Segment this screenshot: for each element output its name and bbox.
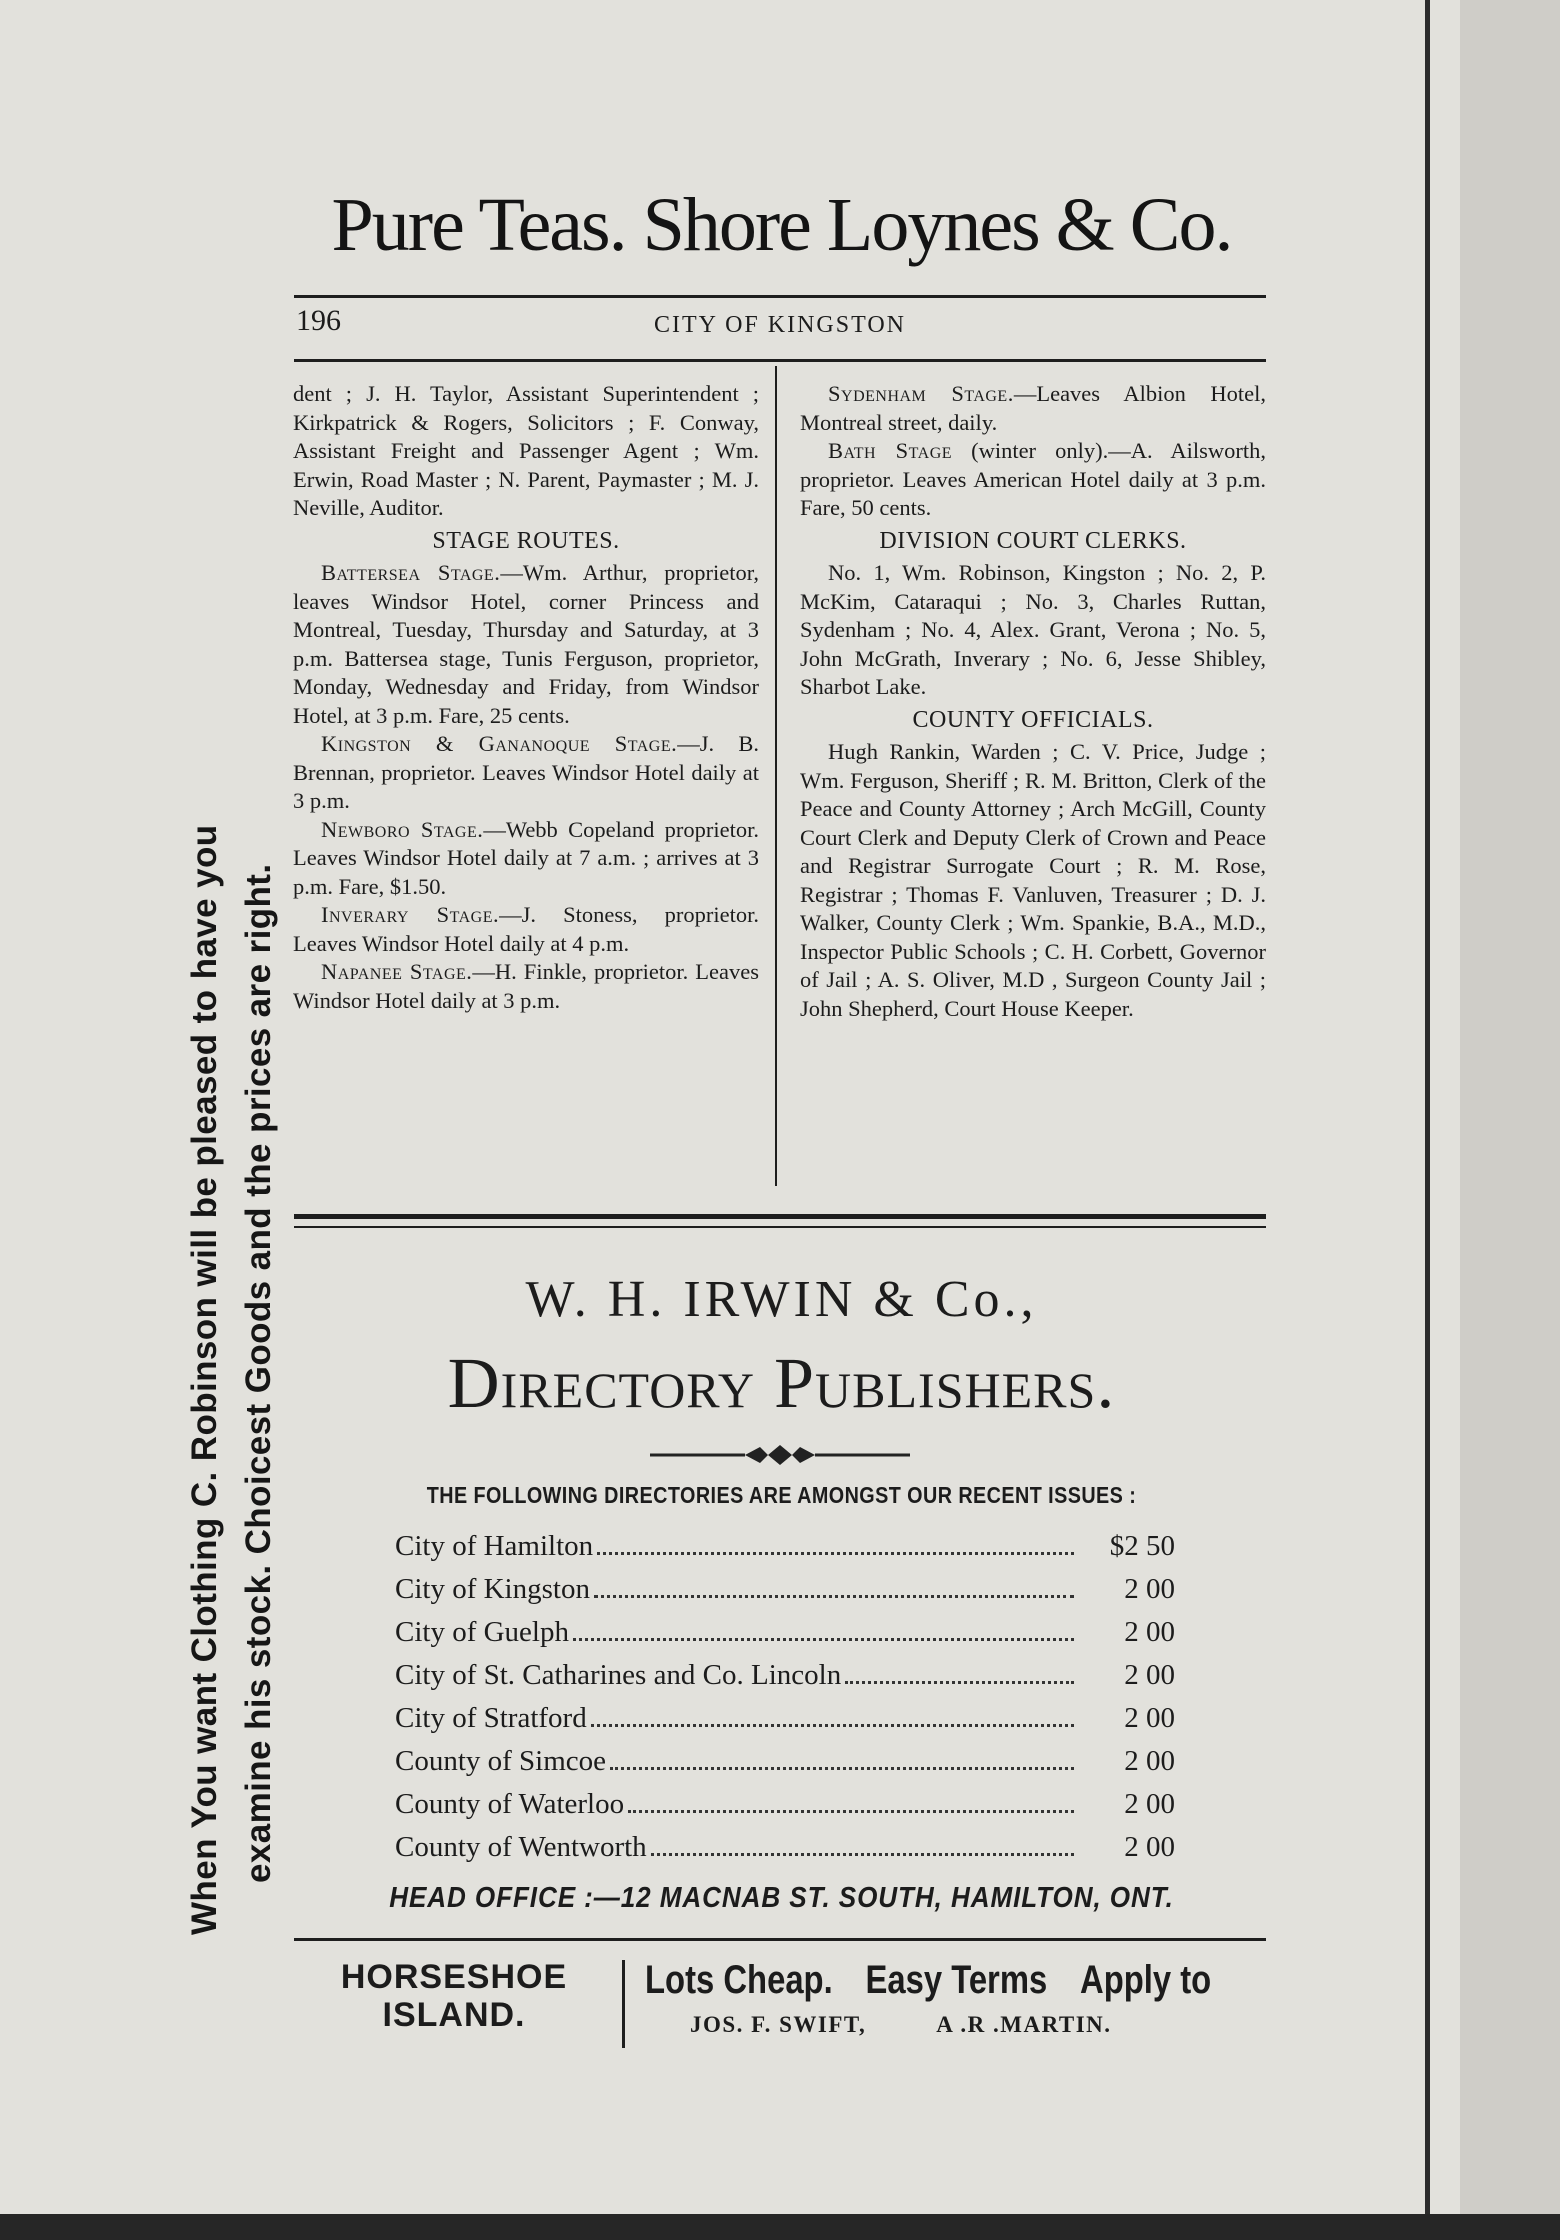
stage-entry (293, 901, 759, 958)
directory-price: 2 00 (1124, 1745, 1175, 1777)
directory-name: City of Stratford (395, 1702, 587, 1734)
agent-martin: A .R .MARTIN. (936, 2012, 1112, 2037)
county-officials-text: Hugh Rankin, Warden ; C. V. Price, Judge ; Wm. Ferguson, Sheriff ; R. M. Britton, Clerk of the Peace and County Attorney ; Arch McGill, County Court Clerk and Deputy Clerk of Crown and Peace and Registrar Surrogate Court ; R. M. Rose, Registrar ; Thomas F. Vanluven, Treasurer ; D. J. Walker, County Clerk ; Wm. Spankie, B.A., M.D., Inspector Public Schools ; C. H. Corbett, Governor of Jail ; A. S. Oliver, M.D , Surgeon County Jail ; John Shepherd, Court House Keeper. (800, 739, 1266, 1021)
stage-text: —Leaves Albion Hotel, Montreal street, daily. (800, 381, 1266, 435)
ornament-divider-icon (650, 1440, 910, 1470)
dot-leader (651, 1853, 1074, 1856)
bottom-rule (294, 1938, 1266, 1941)
section-rule-thin (294, 1226, 1266, 1228)
stage-entry (293, 958, 759, 1015)
dot-leader (628, 1810, 1074, 1813)
page-number: 196 (296, 304, 341, 337)
stage-text: —Webb Copeland proprietor. Leaves Windsor Hotel daily at 7 a.m. ; arrives at 3 p.m. Fare, $1.50. (293, 816, 759, 899)
horseshoe-island-ad (294, 1958, 614, 2034)
stage-text: —Wm. Arthur, proprietor, leaves Windsor Hotel, corner Princess and Montreal, Tuesday, Thursday and Saturday, at 3 p.m. Battersea stage, Tunis Ferguson, proprietor, Monday, Wednesday and Friday, from Windsor Hotel, at 3 p.m. Fare, 25 cents. (293, 560, 759, 728)
directory-name: City of St. Catharines and Co. Lincoln (395, 1659, 842, 1691)
bottom-ad-divider (622, 1960, 625, 2048)
stage-name: Napanee Stage. (321, 959, 473, 984)
directory-price: 2 00 (1124, 1573, 1175, 1605)
stage-entry (293, 816, 759, 902)
stage-name: Sydenham Stage. (828, 381, 1014, 406)
lots-slogan (645, 1958, 1212, 2003)
horseshoe-line-2: ISLAND. (382, 1996, 526, 2034)
stage-text: (winter only).—A. Ailsworth, proprietor. Leaves American Hotel daily at 3 p.m. Fare, 50 cents. (800, 438, 1266, 520)
directory-row (395, 1826, 1175, 1869)
dot-leader (597, 1552, 1074, 1555)
directory-row (395, 1654, 1175, 1697)
stage-name: Kingston & Gananoque Stage. (321, 731, 678, 756)
directory-price: 2 00 (1124, 1831, 1175, 1863)
gutter-line (1425, 0, 1430, 2214)
stage-entry (800, 380, 1266, 437)
head-office-line: HEAD OFFICE :—12 MACNAB ST. SOUTH, HAMILTON, ONT. (389, 1882, 1174, 1914)
railway-officials-text: dent ; J. H. Taylor, Assistant Superintendent ; Kirkpatrick & Rogers, Solicitors ; F. Conway, Assistant Freight and Passenger Agent ; Wm. Erwin, Road Master ; N. Parent, Paymaster ; M. J. Neville, Auditor. (293, 381, 759, 520)
stage-name: Bath Stage (828, 438, 953, 463)
stage-name: Newboro Stage. (321, 816, 484, 842)
county-officials-heading: COUNTY OFFICIALS. (912, 706, 1154, 733)
directory-name: City of Guelph (395, 1616, 569, 1648)
directory-name: County of Waterloo (395, 1788, 625, 1820)
stage-text: —H. Finkle, proprietor. Leaves Windsor Hotel daily at 3 p.m. (293, 959, 760, 1013)
dot-leader (845, 1681, 1074, 1684)
directory-price: $2 50 (1109, 1530, 1175, 1562)
top-rule (294, 295, 1266, 298)
directory-list (395, 1525, 1175, 1869)
section-rule-thick (294, 1214, 1266, 1219)
publisher-title: Directory Publishers. (447, 1343, 1116, 1423)
directory-price: 2 00 (1124, 1788, 1175, 1820)
stage-routes-heading: STAGE ROUTES. (432, 527, 620, 554)
directory-price: 2 00 (1124, 1616, 1175, 1648)
directory-row (395, 1568, 1175, 1611)
adjacent-page-edge (1460, 0, 1560, 2214)
directory-name: County of Wentworth (395, 1831, 647, 1863)
directories-subtitle: THE FOLLOWING DIRECTORIES ARE AMONGST OUR RECENT ISSUES : (426, 1482, 1137, 1508)
side-advertisement (178, 365, 286, 1935)
directory-row (395, 1740, 1175, 1783)
dot-leader (573, 1638, 1074, 1641)
running-head (296, 302, 1264, 342)
division-court-heading: DIVISION COURT CLERKS. (879, 527, 1187, 554)
stage-text: —J. B. Brennan, proprietor. Leaves Windsor Hotel daily at 3 p.m. (293, 731, 759, 813)
column-divider (775, 366, 777, 1186)
directory-row (395, 1697, 1175, 1740)
slogan-apply-to: Apply to (1080, 1958, 1212, 2002)
horseshoe-line-1: HORSESHOE (340, 1958, 568, 1996)
directory-row (395, 1611, 1175, 1654)
division-court-text: No. 1, Wm. Robinson, Kingston ; No. 2, P. McKim, Cataraqui ; No. 3, Charles Ruttan, Sydenham ; No. 4, Alex. Grant, Verona ; No. 5, John McGrath, Inverary ; No. 6, Jesse Shibley, Sharbot Lake. (800, 560, 1266, 699)
directory-price: 2 00 (1124, 1659, 1175, 1691)
stage-name: Battersea Stage. (321, 560, 501, 585)
directory-name: City of Kingston (395, 1573, 590, 1605)
directory-name: City of Hamilton (395, 1530, 594, 1562)
stage-entry (800, 437, 1266, 523)
agent-swift: JOS. F. SWIFT, (690, 2012, 867, 2037)
dot-leader (591, 1724, 1074, 1727)
agent-names (690, 2012, 1270, 2038)
side-ad-line-1: When You want Clothing C. Robinson will be pleased to have you (185, 824, 224, 1935)
dot-leader (610, 1767, 1074, 1770)
scan-border (0, 2214, 1560, 2240)
slogan-easy-terms: Easy Terms (865, 1958, 1048, 2002)
directory-row (395, 1783, 1175, 1826)
stage-text: —J. Stoness, proprietor. Leaves Windsor Hotel daily at 4 p.m. (293, 902, 760, 956)
stage-entry (293, 730, 759, 816)
slogan-lots-cheap: Lots Cheap. (645, 1958, 833, 2002)
left-column (293, 380, 759, 1015)
top-advertisement: Pure Teas. Shore Loynes & Co. (331, 183, 1232, 267)
directory-name: County of Simcoe (395, 1745, 607, 1777)
head-rule (294, 359, 1266, 362)
publisher-name: W. H. IRWIN & Co., (525, 1271, 1038, 1328)
stage-entry (293, 559, 759, 730)
directory-price: 2 00 (1124, 1702, 1175, 1734)
side-ad-line-2: examine his stock. Choicest Goods and the prices are right. (239, 863, 278, 1883)
stage-name: Inverary Stage. (321, 902, 500, 927)
right-column (800, 380, 1266, 1023)
dot-leader (594, 1595, 1074, 1598)
directory-row (395, 1525, 1175, 1568)
running-title: CITY OF KINGSTON (653, 312, 906, 338)
